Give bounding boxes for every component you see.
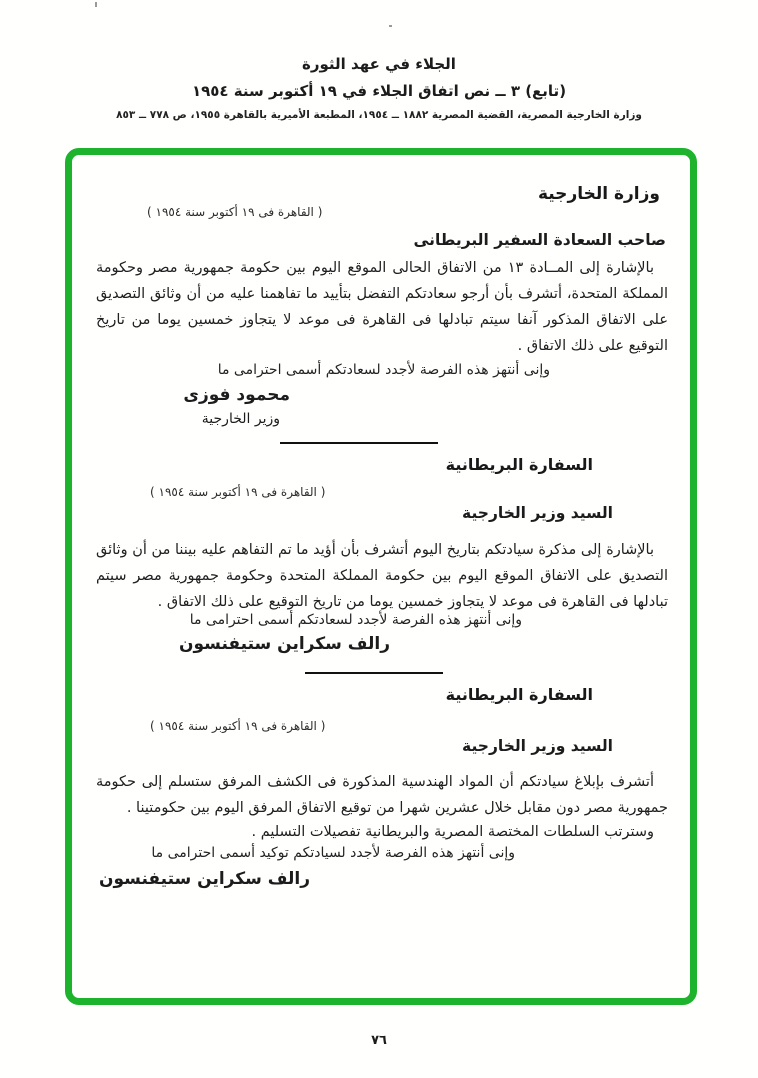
scan-speck: [389, 25, 392, 27]
letter2-closing: وإنى أنتهز هذه الفرصة لأجدد لسعادتكم أسمى احترامى ما: [189, 612, 522, 628]
annotation-frame: [65, 148, 697, 1005]
letter3-signature: رالف سكراين ستيفنسون: [98, 869, 310, 889]
source-citation: وزارة الخارجية المصرية، القضية المصرية ١٨٨٢ ــ ١٩٥٤، المطبعة الأميرية بالقاهرة ١٩٥٥، ص ٧٧٨ ــ ٨٥٣: [116, 109, 642, 121]
letter2-heading: السفارة البريطانية: [445, 455, 593, 474]
letter2-body: بالإشارة إلى مذكرة سيادتكم بتاريخ اليوم أتشرف بأن أؤيد ما تم التفاهم عليه بيننا من أن وثائق التصديق على الاتفاق الموقع اليوم بين حكومة المملكة المتحدة وحكومة جمهورية مصر سيتم تبادلها فى القاهرة فى موعد لا يتجاوز خمسين يوما من تاريخ التوقيع على ذلك الاتفاق .: [96, 542, 668, 610]
letter3-heading: السفارة البريطانية: [445, 685, 593, 704]
letter3-body-2: وسترتب السلطات المختصة المصرية والبريطانية تفصيلات التسليم .: [251, 824, 654, 840]
letter3-closing: وإنى أنتهز هذه الفرصة لأجدد لسيادتكم توكيد أسمى احترامى ما: [151, 845, 515, 861]
letter2-date: ( القاهرة فى ١٩ أكتوبر سنة ١٩٥٤ ): [150, 485, 326, 499]
letter3-salutation: السيد وزير الخارجية: [462, 737, 613, 755]
letter1-date: ( القاهرة فى ١٩ أكتوبر سنة ١٩٥٤ ): [147, 205, 323, 219]
page-header: [0, 55, 758, 121]
chapter-subtitle: (تابع) ٣ ــ نص اتفاق الجلاء في ١٩ أكتوبر سنة ١٩٥٤: [191, 82, 567, 100]
letter1-closing: وإنى أنتهز هذه الفرصة لأجدد لسعادتكم أسمى احترامى ما: [217, 362, 550, 378]
page-number: ٧٦: [371, 1033, 387, 1048]
section-divider: [280, 442, 438, 444]
letter2-signature: رالف سكراين ستيفنسون: [178, 634, 390, 654]
letter1-salutation: صاحب السعادة السفير البريطانى: [413, 231, 666, 249]
section-divider: [305, 672, 443, 674]
letter3-body: أتشرف بإبلاغ سيادتكم أن المواد الهندسية المذكورة فى الكشف المرفق ستسلم إلى حكومة جمهورية مصر دون مقابل خلال عشرين شهرا من توقيع الاتفاق المرفق اليوم بين حكومتينا .: [96, 774, 668, 816]
letter2-salutation: السيد وزير الخارجية: [462, 504, 613, 522]
letter1-signature: محمود فوزى: [183, 385, 290, 405]
letter1-heading: وزارة الخارجية: [537, 184, 660, 204]
letter1-signature-title: وزير الخارجية: [201, 411, 280, 427]
letter3-date: ( القاهرة فى ١٩ أكتوبر سنة ١٩٥٤ ): [150, 719, 326, 733]
letter1-body: بالإشارة إلى المــادة ١٣ من الاتفاق الحالى الموقع اليوم بين حكومة جمهورية مصر وحكومة المملكة المتحدة، أتشرف بأن أرجو سعادتكم التفضل بتأييد ما تفاهمنا عليه من أن وثائق التصديق على الاتفاق المذكور آنفا سيتم تبادلها فى القاهرة فى موعد لا يتجاوز خمسين يوما من تاريخ التوقيع على ذلك الاتفاق .: [96, 260, 668, 354]
scan-speck: [95, 2, 97, 7]
book-title: الجلاء في عهد الثورة: [302, 55, 456, 73]
